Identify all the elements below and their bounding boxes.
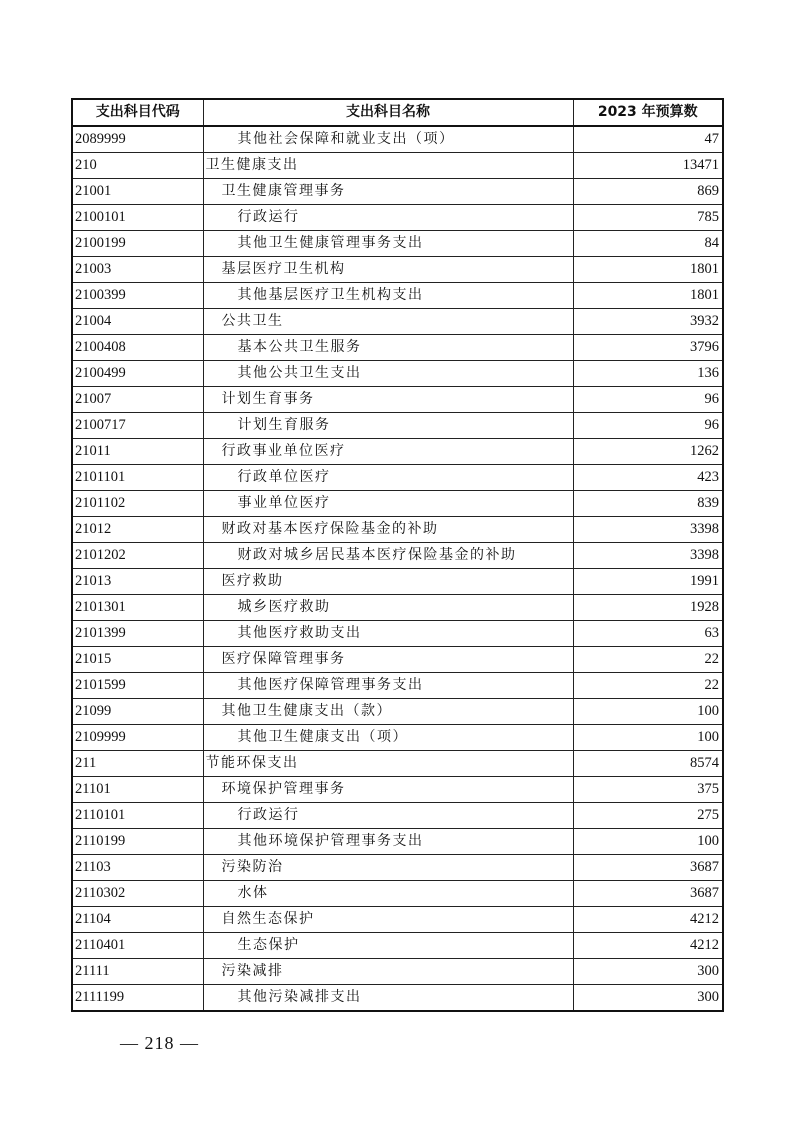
row-amount: 785 bbox=[573, 205, 723, 231]
row-amount: 63 bbox=[573, 621, 723, 647]
table-row bbox=[72, 465, 723, 491]
table-row bbox=[72, 153, 723, 179]
row-name: 污染防治 bbox=[203, 855, 573, 881]
table-row bbox=[72, 881, 723, 907]
row-name: 医疗救助 bbox=[203, 569, 573, 595]
row-code: 2101301 bbox=[72, 595, 203, 621]
row-amount: 869 bbox=[573, 179, 723, 205]
row-name: 其他医疗保障管理事务支出 bbox=[203, 673, 573, 699]
row-name: 行政事业单位医疗 bbox=[203, 439, 573, 465]
row-code: 21007 bbox=[72, 387, 203, 413]
row-name: 其他社会保障和就业支出（项） bbox=[203, 126, 573, 153]
header-amount: 2023 年预算数 bbox=[573, 99, 723, 126]
row-code: 21001 bbox=[72, 179, 203, 205]
table-row bbox=[72, 647, 723, 673]
page-number: — 218 — bbox=[120, 1033, 199, 1053]
row-amount: 96 bbox=[573, 387, 723, 413]
table-row bbox=[72, 491, 723, 517]
header-code: 支出科目代码 bbox=[72, 99, 203, 126]
row-code: 2110302 bbox=[72, 881, 203, 907]
row-amount: 4212 bbox=[573, 933, 723, 959]
row-code: 210 bbox=[72, 153, 203, 179]
row-amount: 3932 bbox=[573, 309, 723, 335]
row-amount: 3796 bbox=[573, 335, 723, 361]
row-name: 水体 bbox=[203, 881, 573, 907]
row-amount: 47 bbox=[573, 126, 723, 153]
row-amount: 3687 bbox=[573, 855, 723, 881]
row-name: 其他卫生健康支出（项） bbox=[203, 725, 573, 751]
table-row bbox=[72, 933, 723, 959]
header-name: 支出科目名称 bbox=[203, 99, 573, 126]
row-name: 其他污染减排支出 bbox=[203, 985, 573, 1012]
table-row bbox=[72, 751, 723, 777]
row-name: 环境保护管理事务 bbox=[203, 777, 573, 803]
table-row bbox=[72, 517, 723, 543]
row-amount: 375 bbox=[573, 777, 723, 803]
table-row bbox=[72, 673, 723, 699]
row-amount: 3398 bbox=[573, 543, 723, 569]
row-code: 21101 bbox=[72, 777, 203, 803]
table-row bbox=[72, 803, 723, 829]
row-code: 2111199 bbox=[72, 985, 203, 1012]
row-code: 2100717 bbox=[72, 413, 203, 439]
row-code: 21012 bbox=[72, 517, 203, 543]
table-row bbox=[72, 439, 723, 465]
row-code: 2109999 bbox=[72, 725, 203, 751]
row-code: 21013 bbox=[72, 569, 203, 595]
row-name: 污染减排 bbox=[203, 959, 573, 985]
row-code: 21003 bbox=[72, 257, 203, 283]
table-row bbox=[72, 569, 723, 595]
table-row bbox=[72, 335, 723, 361]
table-row bbox=[72, 309, 723, 335]
row-code: 2100101 bbox=[72, 205, 203, 231]
row-code: 21011 bbox=[72, 439, 203, 465]
row-amount: 3398 bbox=[573, 517, 723, 543]
row-code: 2101202 bbox=[72, 543, 203, 569]
row-amount: 839 bbox=[573, 491, 723, 517]
row-name: 医疗保障管理事务 bbox=[203, 647, 573, 673]
table-row bbox=[72, 985, 723, 1012]
row-amount: 1262 bbox=[573, 439, 723, 465]
row-name: 财政对基本医疗保险基金的补助 bbox=[203, 517, 573, 543]
row-code: 2100499 bbox=[72, 361, 203, 387]
row-name: 其他公共卫生支出 bbox=[203, 361, 573, 387]
row-code: 2110401 bbox=[72, 933, 203, 959]
row-amount: 1991 bbox=[573, 569, 723, 595]
row-amount: 100 bbox=[573, 725, 723, 751]
row-name: 城乡医疗救助 bbox=[203, 595, 573, 621]
row-amount: 22 bbox=[573, 647, 723, 673]
row-name: 卫生健康支出 bbox=[203, 153, 573, 179]
row-amount: 300 bbox=[573, 985, 723, 1012]
row-amount: 100 bbox=[573, 829, 723, 855]
row-name: 其他医疗救助支出 bbox=[203, 621, 573, 647]
row-code: 211 bbox=[72, 751, 203, 777]
table-row bbox=[72, 959, 723, 985]
row-name: 计划生育事务 bbox=[203, 387, 573, 413]
table-row bbox=[72, 387, 723, 413]
row-amount: 4212 bbox=[573, 907, 723, 933]
row-name: 其他基层医疗卫生机构支出 bbox=[203, 283, 573, 309]
table-row bbox=[72, 855, 723, 881]
row-code: 2101599 bbox=[72, 673, 203, 699]
row-amount: 1801 bbox=[573, 257, 723, 283]
row-name: 节能环保支出 bbox=[203, 751, 573, 777]
row-code: 21103 bbox=[72, 855, 203, 881]
budget-table-container bbox=[71, 98, 722, 1012]
row-name: 卫生健康管理事务 bbox=[203, 179, 573, 205]
table-row bbox=[72, 257, 723, 283]
row-amount: 8574 bbox=[573, 751, 723, 777]
table-row bbox=[72, 621, 723, 647]
row-code: 2100408 bbox=[72, 335, 203, 361]
row-amount: 1801 bbox=[573, 283, 723, 309]
table-row bbox=[72, 179, 723, 205]
row-amount: 22 bbox=[573, 673, 723, 699]
row-name: 其他卫生健康支出（款） bbox=[203, 699, 573, 725]
table-row bbox=[72, 725, 723, 751]
row-code: 2101102 bbox=[72, 491, 203, 517]
table-row bbox=[72, 361, 723, 387]
row-amount: 96 bbox=[573, 413, 723, 439]
table-row bbox=[72, 699, 723, 725]
row-code: 2101101 bbox=[72, 465, 203, 491]
table-row bbox=[72, 413, 723, 439]
table-row bbox=[72, 829, 723, 855]
row-name: 公共卫生 bbox=[203, 309, 573, 335]
row-name: 其他环境保护管理事务支出 bbox=[203, 829, 573, 855]
row-amount: 300 bbox=[573, 959, 723, 985]
row-amount: 13471 bbox=[573, 153, 723, 179]
table-row bbox=[72, 777, 723, 803]
row-amount: 84 bbox=[573, 231, 723, 257]
row-code: 2100399 bbox=[72, 283, 203, 309]
row-amount: 136 bbox=[573, 361, 723, 387]
row-amount: 3687 bbox=[573, 881, 723, 907]
table-row bbox=[72, 231, 723, 257]
row-code: 21111 bbox=[72, 959, 203, 985]
table-row bbox=[72, 126, 723, 153]
row-code: 2110101 bbox=[72, 803, 203, 829]
row-name: 行政运行 bbox=[203, 803, 573, 829]
table-row bbox=[72, 543, 723, 569]
row-amount: 423 bbox=[573, 465, 723, 491]
table-row bbox=[72, 205, 723, 231]
row-name: 基本公共卫生服务 bbox=[203, 335, 573, 361]
row-code: 21099 bbox=[72, 699, 203, 725]
table-row bbox=[72, 595, 723, 621]
row-code: 21104 bbox=[72, 907, 203, 933]
row-code: 2101399 bbox=[72, 621, 203, 647]
row-code: 2110199 bbox=[72, 829, 203, 855]
row-code: 2100199 bbox=[72, 231, 203, 257]
row-name: 生态保护 bbox=[203, 933, 573, 959]
row-code: 2089999 bbox=[72, 126, 203, 153]
row-amount: 275 bbox=[573, 803, 723, 829]
row-name: 事业单位医疗 bbox=[203, 491, 573, 517]
table-body bbox=[72, 126, 723, 1011]
row-amount: 1928 bbox=[573, 595, 723, 621]
row-name: 财政对城乡居民基本医疗保险基金的补助 bbox=[203, 543, 573, 569]
row-amount: 100 bbox=[573, 699, 723, 725]
table-row bbox=[72, 907, 723, 933]
row-name: 基层医疗卫生机构 bbox=[203, 257, 573, 283]
budget-table bbox=[71, 98, 724, 1012]
row-code: 21004 bbox=[72, 309, 203, 335]
table-header-row bbox=[72, 99, 723, 126]
table-row bbox=[72, 283, 723, 309]
row-name: 计划生育服务 bbox=[203, 413, 573, 439]
row-code: 21015 bbox=[72, 647, 203, 673]
row-name: 自然生态保护 bbox=[203, 907, 573, 933]
row-name: 行政运行 bbox=[203, 205, 573, 231]
row-name: 其他卫生健康管理事务支出 bbox=[203, 231, 573, 257]
row-name: 行政单位医疗 bbox=[203, 465, 573, 491]
